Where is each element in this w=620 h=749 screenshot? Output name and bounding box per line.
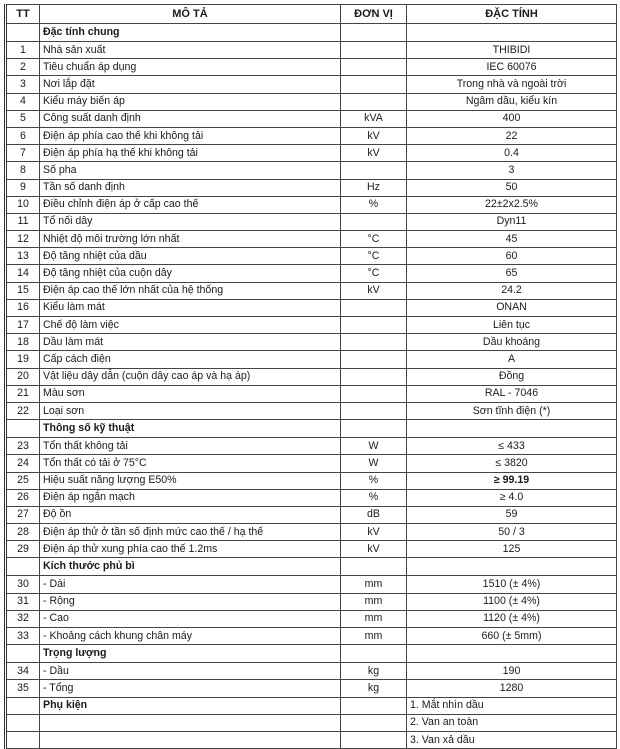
row-number: 31 [6, 593, 40, 610]
row-description: Điện áp phía cao thế khi không tải [40, 127, 341, 144]
row-number: 23 [6, 438, 40, 455]
row-value: 2. Van an toàn [407, 714, 617, 731]
table-row [6, 282, 617, 299]
row-value: 1280 [407, 680, 617, 697]
accessory-row [6, 714, 617, 731]
row-value: Dầu khoáng [407, 334, 617, 351]
row-value: 22 [407, 127, 617, 144]
row-unit [341, 420, 407, 438]
row-unit: W [341, 438, 407, 455]
row-number [6, 714, 40, 731]
row-value: 1120 (± 4%) [407, 610, 617, 627]
row-unit: kV [341, 282, 407, 299]
row-description [40, 714, 341, 731]
row-value [407, 24, 617, 42]
row-description: Điều chỉnh điện áp ở cấp cao thế [40, 196, 341, 213]
row-value: 45 [407, 231, 617, 248]
row-number [6, 420, 40, 438]
table-row [6, 265, 617, 282]
row-description: Kiểu máy biến áp [40, 93, 341, 110]
row-unit [341, 24, 407, 42]
row-number: 27 [6, 506, 40, 523]
table-row [6, 93, 617, 110]
table-row [6, 231, 617, 248]
row-number: 5 [6, 110, 40, 127]
row-description: Vật liệu dây dẫn (cuộn dây cao áp và hạ áp) [40, 368, 341, 385]
row-value: 3. Van xả dầu [407, 731, 617, 748]
row-description: - Rộng [40, 593, 341, 610]
row-value [407, 645, 617, 663]
row-number: 19 [6, 351, 40, 368]
table-row [6, 402, 617, 419]
row-number: 18 [6, 334, 40, 351]
row-unit [341, 76, 407, 93]
table-row [6, 628, 617, 645]
row-unit: mm [341, 576, 407, 593]
row-number: 35 [6, 680, 40, 697]
row-value: 1. Mắt nhìn dầu [407, 697, 617, 714]
row-number: 7 [6, 145, 40, 162]
row-unit [341, 162, 407, 179]
row-number: 15 [6, 282, 40, 299]
row-unit [341, 299, 407, 316]
row-number: 10 [6, 196, 40, 213]
row-value [407, 558, 617, 576]
row-description: Loại sơn [40, 402, 341, 419]
row-value: 3 [407, 162, 617, 179]
row-unit: kg [341, 663, 407, 680]
section-title: Thông số kỹ thuật [40, 420, 341, 438]
row-unit: % [341, 472, 407, 489]
row-value: A [407, 351, 617, 368]
row-description: Tiêu chuẩn áp dụng [40, 59, 341, 76]
table-row [6, 489, 617, 506]
row-number: 24 [6, 455, 40, 472]
row-value: 22±2x2.5% [407, 196, 617, 213]
row-number [6, 24, 40, 42]
row-description: - Dài [40, 576, 341, 593]
row-number: 11 [6, 213, 40, 230]
row-description: Phụ kiện [40, 697, 341, 714]
table-row [6, 541, 617, 558]
row-value: 190 [407, 663, 617, 680]
header-unit: ĐƠN VỊ [341, 5, 407, 24]
row-unit [341, 334, 407, 351]
row-description: Tổ nối dây [40, 213, 341, 230]
row-description: Nhiệt độ môi trường lớn nhất [40, 231, 341, 248]
row-number: 33 [6, 628, 40, 645]
row-number [6, 731, 40, 748]
table-row [6, 472, 617, 489]
row-value: 400 [407, 110, 617, 127]
row-number: 22 [6, 402, 40, 419]
row-value: 60 [407, 248, 617, 265]
table-row [6, 385, 617, 402]
row-unit: kVA [341, 110, 407, 127]
row-value: 0.4 [407, 145, 617, 162]
header-row [6, 5, 617, 24]
table-row [6, 351, 617, 368]
row-value: RAL - 7046 [407, 385, 617, 402]
row-number: 32 [6, 610, 40, 627]
table-row [6, 299, 617, 316]
row-number: 21 [6, 385, 40, 402]
row-number [6, 697, 40, 714]
row-value: ≤ 3820 [407, 455, 617, 472]
row-number: 3 [6, 76, 40, 93]
spec-table [4, 4, 617, 749]
row-description: Dầu làm mát [40, 334, 341, 351]
row-unit: kg [341, 680, 407, 697]
row-unit: kV [341, 541, 407, 558]
row-description: - Dầu [40, 663, 341, 680]
section-row [6, 24, 617, 42]
table-row [6, 196, 617, 213]
row-description: Điện áp thử xung phía cao thế 1.2ms [40, 541, 341, 558]
row-description: Điện áp phía hạ thế khi không tải [40, 145, 341, 162]
row-description: Nơi lắp đặt [40, 76, 341, 93]
row-number: 34 [6, 663, 40, 680]
row-unit: % [341, 196, 407, 213]
row-unit: kV [341, 145, 407, 162]
row-description: Tổn thất không tải [40, 438, 341, 455]
table-row [6, 248, 617, 265]
row-value: ≥ 99.19 [407, 472, 617, 489]
row-value: ONAN [407, 299, 617, 316]
section-title: Trọng lượng [40, 645, 341, 663]
row-number: 4 [6, 93, 40, 110]
row-description: Kiểu làm mát [40, 299, 341, 316]
row-unit: % [341, 489, 407, 506]
row-value: 65 [407, 265, 617, 282]
row-value: Trong nhà và ngoài trời [407, 76, 617, 93]
row-unit [341, 42, 407, 59]
row-value: 1510 (± 4%) [407, 576, 617, 593]
row-value: 125 [407, 541, 617, 558]
table-row [6, 179, 617, 196]
row-number: 8 [6, 162, 40, 179]
table-row [6, 59, 617, 76]
row-value: ≥ 4.0 [407, 489, 617, 506]
row-number: 30 [6, 576, 40, 593]
row-description: Nhà sản xuất [40, 42, 341, 59]
table-row [6, 127, 617, 144]
row-description: Độ tăng nhiệt của dầu [40, 248, 341, 265]
row-description: Điện áp ngắn mạch [40, 489, 341, 506]
row-number: 28 [6, 524, 40, 541]
table-row [6, 213, 617, 230]
accessory-row [6, 731, 617, 748]
row-number: 1 [6, 42, 40, 59]
row-unit [341, 402, 407, 419]
row-value: 24.2 [407, 282, 617, 299]
spec-table-body [6, 24, 617, 749]
table-row [6, 524, 617, 541]
header-tt: TT [6, 5, 40, 24]
row-unit: mm [341, 593, 407, 610]
row-description: Độ ồn [40, 506, 341, 523]
table-row [6, 455, 617, 472]
row-value: 50 / 3 [407, 524, 617, 541]
section-row [6, 420, 617, 438]
row-number [6, 645, 40, 663]
row-unit: dB [341, 506, 407, 523]
row-unit [341, 368, 407, 385]
section-row [6, 645, 617, 663]
row-unit [341, 351, 407, 368]
row-unit: W [341, 455, 407, 472]
section-title: Đặc tính chung [40, 24, 341, 42]
row-unit [341, 558, 407, 576]
row-description: Độ tăng nhiệt của cuộn dây [40, 265, 341, 282]
row-unit: mm [341, 610, 407, 627]
table-row [6, 438, 617, 455]
row-unit: kV [341, 127, 407, 144]
section-row [6, 558, 617, 576]
row-value: THIBIDI [407, 42, 617, 59]
table-row [6, 368, 617, 385]
row-description: Điện áp thử ở tần số định mức cao thế / hạ thế [40, 524, 341, 541]
row-unit [341, 645, 407, 663]
row-unit: °C [341, 248, 407, 265]
row-description [40, 731, 341, 748]
row-number: 29 [6, 541, 40, 558]
row-value: 1100 (± 4%) [407, 593, 617, 610]
row-description: Điện áp cao thế lớn nhất của hệ thống [40, 282, 341, 299]
row-unit [341, 697, 407, 714]
row-number: 17 [6, 317, 40, 334]
row-description: Tần số danh định [40, 179, 341, 196]
row-number: 9 [6, 179, 40, 196]
row-number: 6 [6, 127, 40, 144]
table-row [6, 42, 617, 59]
row-unit: kV [341, 524, 407, 541]
row-value: 660 (± 5mm) [407, 628, 617, 645]
row-number [6, 558, 40, 576]
row-unit [341, 317, 407, 334]
row-description: Màu sơn [40, 385, 341, 402]
row-description: Hiệu suất năng lượng E50% [40, 472, 341, 489]
row-value: Liên tục [407, 317, 617, 334]
row-value: 50 [407, 179, 617, 196]
row-unit: °C [341, 231, 407, 248]
table-row [6, 663, 617, 680]
row-unit [341, 731, 407, 748]
row-unit: °C [341, 265, 407, 282]
header-description: MÔ TẢ [40, 5, 341, 24]
row-description: Cấp cách điện [40, 351, 341, 368]
table-row [6, 145, 617, 162]
section-title: Kích thước phủ bì [40, 558, 341, 576]
header-specification: ĐẶC TÍNH [407, 5, 617, 24]
row-unit [341, 93, 407, 110]
row-number: 2 [6, 59, 40, 76]
row-number: 26 [6, 489, 40, 506]
row-number: 12 [6, 231, 40, 248]
table-row [6, 610, 617, 627]
row-description: - Cao [40, 610, 341, 627]
table-row [6, 506, 617, 523]
row-value: Sơn tĩnh điện (*) [407, 402, 617, 419]
row-value: Dyn11 [407, 213, 617, 230]
row-value [407, 420, 617, 438]
row-unit [341, 59, 407, 76]
row-number: 20 [6, 368, 40, 385]
row-number: 25 [6, 472, 40, 489]
row-value: IEC 60076 [407, 59, 617, 76]
row-unit: Hz [341, 179, 407, 196]
table-row [6, 334, 617, 351]
row-value: ≤ 433 [407, 438, 617, 455]
spec-sheet [4, 4, 615, 749]
row-description: Công suất danh định [40, 110, 341, 127]
row-unit [341, 385, 407, 402]
table-row [6, 76, 617, 93]
row-number: 13 [6, 248, 40, 265]
row-number: 14 [6, 265, 40, 282]
accessory-row [6, 697, 617, 714]
row-description: - Khoảng cách khung chân máy [40, 628, 341, 645]
row-description: - Tổng [40, 680, 341, 697]
row-description: Số pha [40, 162, 341, 179]
row-description: Tổn thất có tải ở 75°C [40, 455, 341, 472]
table-row [6, 593, 617, 610]
table-row [6, 317, 617, 334]
row-value: Ngâm dầu, kiểu kín [407, 93, 617, 110]
row-unit: mm [341, 628, 407, 645]
row-value: Đồng [407, 368, 617, 385]
table-row [6, 576, 617, 593]
table-row [6, 110, 617, 127]
row-value: 59 [407, 506, 617, 523]
row-unit [341, 213, 407, 230]
row-number: 16 [6, 299, 40, 316]
table-row [6, 680, 617, 697]
row-unit [341, 714, 407, 731]
table-row [6, 162, 617, 179]
row-description: Chế độ làm việc [40, 317, 341, 334]
